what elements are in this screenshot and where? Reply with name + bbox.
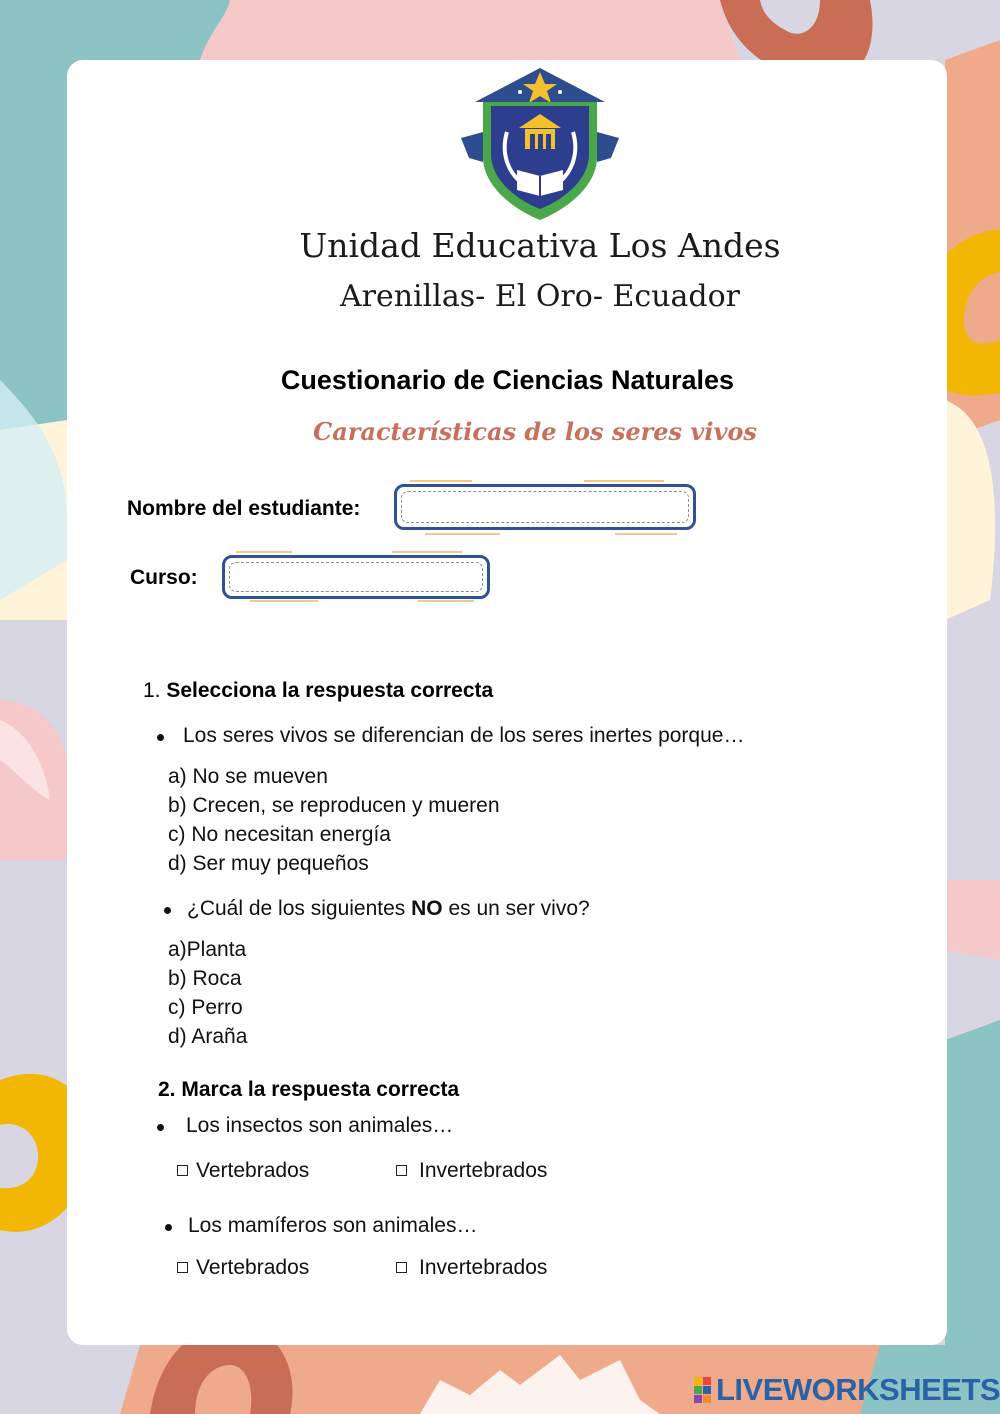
field-decoration [418,600,474,602]
worksheet-title: Cuestionario de Ciencias Naturales [280,365,735,395]
question-1-option-b[interactable]: b) Crecen, se reproducen y mueren [168,794,500,817]
question-2-option-c[interactable]: c) Perro [168,996,243,1019]
watermark-text: LIVEWORKSHEETS [716,1372,1000,1407]
section1-heading-text: Selecciona la respuesta correcta [166,679,494,702]
liveworksheets-watermark[interactable] [692,1372,1000,1408]
liveworksheets-logo-icon [692,1374,714,1406]
checkbox-icon[interactable] [177,1165,188,1176]
choice-label: Vertebrados [196,1159,310,1182]
student-name-field[interactable] [394,484,696,530]
bullet [164,907,171,914]
question-4-text: Los mamíferos son animales… [188,1214,478,1237]
choice-label: Invertebrados [419,1256,548,1279]
field-decoration [425,533,500,535]
field-decoration [392,551,462,553]
question-2-option-b[interactable]: b) Roca [168,967,242,990]
school-name: Unidad Educativa Los Andes [299,226,781,265]
choice-label: Invertebrados [419,1159,548,1182]
student-name-input[interactable] [405,493,685,521]
question-2-text-after: es un ser vivo? [442,897,590,920]
school-shield-crest-icon [455,62,625,222]
question-2-emphasis: NO [411,897,443,920]
checkbox-icon[interactable] [396,1165,407,1176]
bullet [165,1224,172,1231]
bullet [157,1124,164,1131]
course-field[interactable] [222,555,490,599]
question-1-option-d[interactable]: d) Ser muy pequeños [168,852,369,875]
section2-heading [158,1078,459,1102]
field-decoration [615,533,677,535]
question-2-option-d[interactable]: d) Araña [168,1025,248,1048]
question-3-text: Los insectos son animales… [186,1114,454,1137]
worksheet-subtitle: Características de los seres vivos [313,417,757,446]
question-1-option-a[interactable]: a) No se mueven [168,765,328,788]
student-name-label: Nombre del estudiante: [127,497,361,520]
field-decoration [410,480,472,482]
school-location: Arenillas- El Oro- Ecuador [339,279,741,314]
field-decoration [236,551,292,553]
section1-number: 1. [143,679,161,702]
question-2-text-before: ¿Cuál de los siguientes [187,897,412,920]
course-label: Curso: [130,566,198,589]
field-decoration [584,480,664,482]
section2-heading-text: 2. Marca la respuesta correcta [158,1078,460,1101]
field-decoration [250,600,318,602]
question-4-choice-invertebrados[interactable] [396,1256,547,1280]
bullet [157,734,164,741]
section1-heading [143,679,493,703]
course-input[interactable] [233,564,479,590]
question-3-choice-invertebrados[interactable] [396,1159,547,1183]
choice-label: Vertebrados [196,1256,310,1279]
question-1-text: Los seres vivos se diferencian de los seres inertes porque… [183,724,745,747]
checkbox-icon[interactable] [177,1262,188,1273]
checkbox-icon[interactable] [396,1262,407,1273]
question-2-text [187,897,590,921]
question-3-choice-vertebrados[interactable] [177,1159,309,1183]
question-2-option-a[interactable]: a)Planta [168,938,247,961]
question-4-choice-vertebrados[interactable] [177,1256,309,1280]
question-1-option-c[interactable]: c) No necesitan energía [168,823,391,846]
